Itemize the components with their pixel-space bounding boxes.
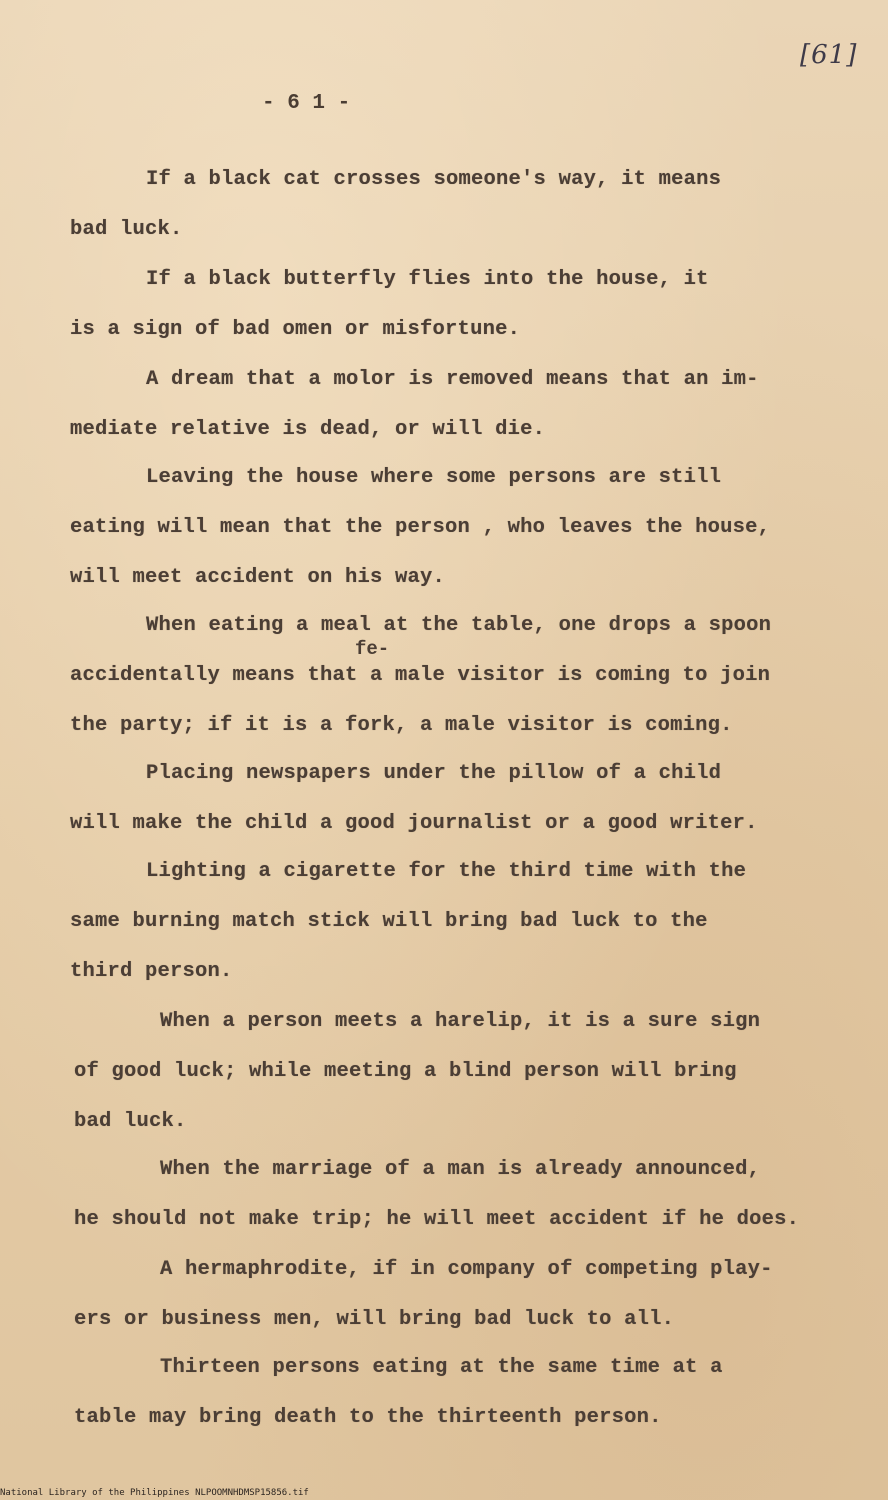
text-line: the party; if it is a fork, a male visitor is coming. [70,714,733,737]
text-line: bad luck. [70,218,183,241]
text-line: third person. [70,960,233,983]
text-line: If a black cat crosses someone's way, it means [146,168,722,191]
text-line: will meet accident on his way. [70,566,446,589]
text-line: mediate relative is dead, or will die. [70,418,546,441]
text-line: he should not make trip; he will meet accident if he does. [74,1208,800,1231]
text-line: table may bring death to the thirteenth person. [74,1406,662,1429]
text-line: Lighting a cigarette for the third time with the [146,860,747,883]
text-line: will make the child a good journalist or a good writer. [70,812,758,835]
text-line: eating will mean that the person , who leaves the house, [70,516,771,539]
text-line: bad luck. [74,1110,187,1133]
text-line: accidentally means that a male visitor is coming to join [70,664,771,687]
text-line: Leaving the house where some persons are still [146,466,722,489]
text-line: of good luck; while meeting a blind person will bring [74,1060,737,1083]
archive-footer: National Library of the Philippines NLPOOMNHDMSP15856.tif [0,1488,309,1498]
text-line: When the marriage of a man is already announced, [160,1158,761,1181]
page-number: - 6 1 - [262,92,351,115]
text-line: When eating a meal at the table, one drops a spoon [146,614,772,637]
text-line: A hermaphrodite, if in company of competing play- [160,1258,773,1281]
text-line: A dream that a molor is removed means that an im- [146,368,759,391]
text-line: Placing newspapers under the pillow of a child [146,762,722,785]
text-line: If a black butterfly flies into the house, it [146,268,709,291]
text-line: Thirteen persons eating at the same time at a [160,1356,723,1379]
handwritten-page-note: [61] [800,40,858,70]
text-line: When a person meets a harelip, it is a sure sign [160,1010,761,1033]
interlinear-insert: fe- [355,638,390,660]
text-line: same burning match stick will bring bad luck to the [70,910,708,933]
text-line: is a sign of bad omen or misfortune. [70,318,521,341]
text-line: ers or business men, will bring bad luck to all. [74,1308,675,1331]
